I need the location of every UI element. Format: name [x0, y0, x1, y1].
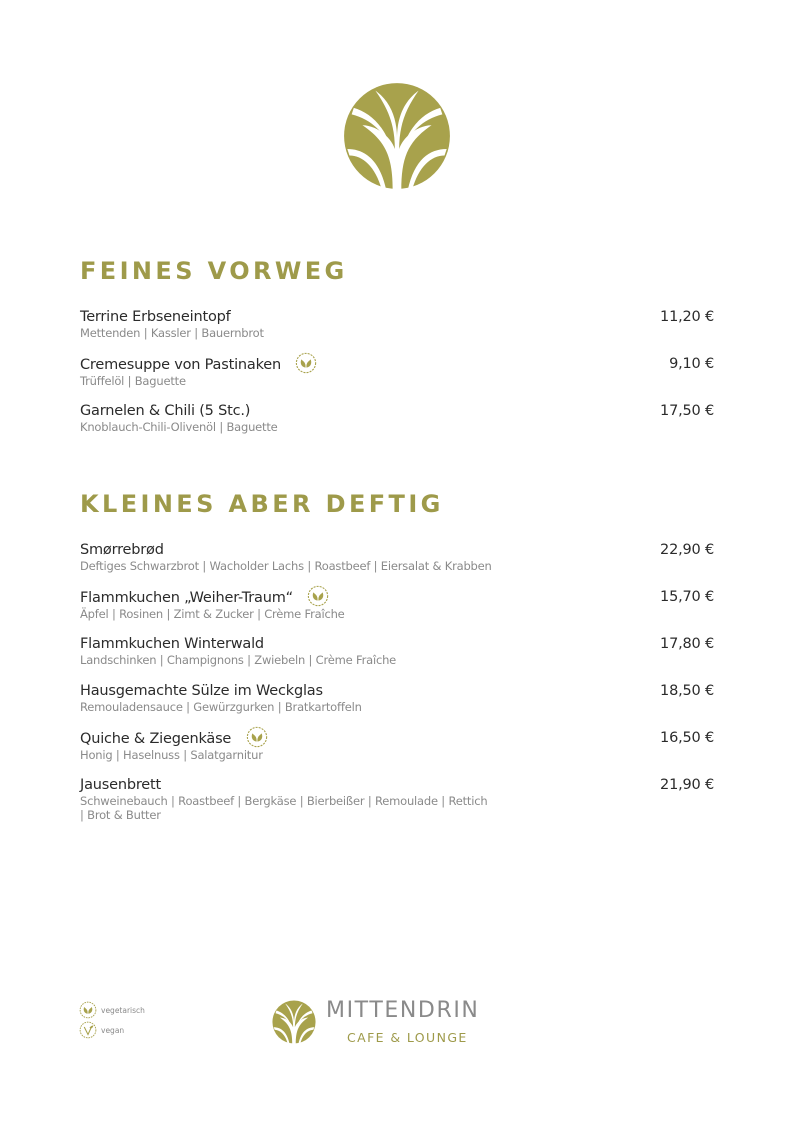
- item-description: Trüffelöl | Baguette: [80, 374, 186, 388]
- menu-list-starters: [80, 308, 714, 449]
- section-title-hearty: KLEINES ABER DEFTIG: [80, 490, 444, 518]
- menu-item: [80, 776, 714, 836]
- item-name: Hausgemachte Sülze im Weckglas: [80, 683, 323, 699]
- item-price: 9,10 €: [669, 356, 714, 372]
- item-description: Remouladensauce | Gewürzgurken | Bratkartoffeln: [80, 700, 362, 714]
- menu-item: [80, 729, 714, 776]
- item-price: 21,90 €: [660, 777, 714, 793]
- brand-name: MITTENDRIN: [326, 998, 480, 1023]
- item-description: Deftiges Schwarzbrot | Wacholder Lachs | Roastbeef | Eiersalat & Krabben: [80, 559, 492, 573]
- item-name: Flammkuchen „Weiher-Traum“: [80, 589, 293, 606]
- vegetarian-icon: [79, 1001, 97, 1019]
- item-price: 11,20 €: [660, 309, 714, 325]
- item-name: Terrine Erbseneintopf: [80, 309, 231, 325]
- menu-item: [80, 588, 714, 635]
- menu-item: [80, 355, 714, 402]
- legend: [79, 1000, 145, 1040]
- section-title-starters: FEINES VORWEG: [80, 257, 348, 285]
- legend-vegan: [79, 1020, 145, 1040]
- menu-item: [80, 541, 714, 588]
- legend-vegetarian: [79, 1000, 145, 1020]
- menu-item: [80, 682, 714, 729]
- brand-subtitle: CAFE & LOUNGE: [347, 1030, 468, 1045]
- item-name: Garnelen & Chili (5 Stc.): [80, 403, 251, 419]
- item-description: Äpfel | Rosinen | Zimt & Zucker | Crème Fraîche: [80, 607, 345, 621]
- vegetarian-icon: [307, 585, 329, 607]
- menu-item: [80, 635, 714, 682]
- item-description: Honig | Haselnuss | Salatgarnitur: [80, 748, 263, 762]
- item-name: Quiche & Ziegenkäse: [80, 730, 232, 747]
- legend-label: vegan: [101, 1025, 125, 1035]
- item-name: Cremesuppe von Pastinaken: [80, 356, 281, 373]
- item-price: 17,50 €: [660, 403, 714, 419]
- tree-logo-icon: [272, 1000, 316, 1044]
- vegetarian-icon: [246, 726, 268, 748]
- item-name: Jausenbrett: [80, 777, 161, 793]
- vegan-icon: [79, 1021, 97, 1039]
- item-name: Smørrebrød: [80, 542, 164, 558]
- menu-list-hearty: [80, 541, 714, 836]
- menu-item: [80, 402, 714, 449]
- item-price: 15,70 €: [660, 589, 714, 605]
- item-name: Flammkuchen Winterwald: [80, 636, 264, 652]
- item-description: Schweinebauch | Roastbeef | Bergkäse | Bierbeißer | Remoulade | Rettich | Brot & Butter: [80, 794, 488, 822]
- tree-logo-icon: [343, 82, 451, 190]
- menu-item: [80, 308, 714, 355]
- item-description: Knoblauch-Chili-Olivenöl | Baguette: [80, 420, 278, 434]
- item-price: 18,50 €: [660, 683, 714, 699]
- vegetarian-icon: [295, 352, 317, 374]
- legend-label: vegetarisch: [101, 1005, 145, 1015]
- item-price: 16,50 €: [660, 730, 714, 746]
- item-price: 22,90 €: [660, 542, 714, 558]
- item-description: Mettenden | Kassler | Bauernbrot: [80, 326, 264, 340]
- item-description: Landschinken | Champignons | Zwiebeln | Crème Fraîche: [80, 653, 397, 667]
- item-price: 17,80 €: [660, 636, 714, 652]
